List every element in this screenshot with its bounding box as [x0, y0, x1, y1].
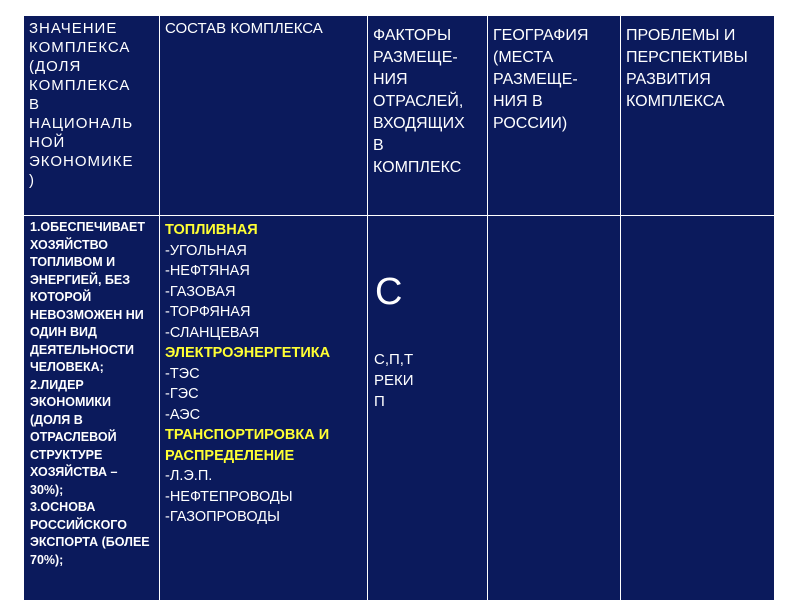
- problems-cell: [621, 216, 775, 600]
- composition-item: -НЕФТЯНАЯ: [165, 263, 250, 279]
- factors-letter: С: [375, 271, 403, 313]
- geography-cell: [488, 216, 621, 600]
- header-composition: СОСТАВ КОМПЛЕКСА: [165, 20, 323, 37]
- header-factors: ФАКТОРЫ РАЗМЕЩЕ- НИЯ ОТРАСЛЕЙ, ВХОДЯЩИХ В КОМПЛЕКС: [373, 27, 465, 176]
- header-problems: ПРОБЛЕМЫ И ПЕРСПЕКТИВЫ РАЗВИТИЯ КОМПЛЕКСА: [626, 27, 748, 110]
- composition-item: -Л.Э.П.: [165, 468, 213, 484]
- header-row: [24, 16, 775, 216]
- composition-item: -ТЭС: [165, 365, 200, 382]
- body-row: [24, 216, 775, 600]
- fuel-energy-complex-table: [23, 15, 775, 600]
- composition-section: ТОПЛИВНАЯ: [165, 222, 258, 238]
- composition-item: -СЛАНЦЕВАЯ: [165, 324, 260, 341]
- composition-section: ЭЛЕКТРОЭНЕРГЕТИКА: [165, 345, 331, 361]
- header-cell-factors: [368, 16, 488, 216]
- header-significance: ЗНАЧЕНИЕ КОМПЛЕКСА (ДОЛЯ КОМПЛЕКСА В НАЦИОНАЛЬ НОЙ ЭКОНОМИКЕ ): [29, 20, 134, 189]
- composition-item: -ГАЗОПРОВОДЫ: [165, 509, 280, 525]
- composition-item: -УГОЛЬНАЯ: [165, 242, 247, 259]
- composition-item: -АЭС: [165, 406, 201, 423]
- header-cell-significance: [24, 16, 160, 216]
- composition-section: ТРАНСПОРТИРОВКА И: [165, 427, 330, 443]
- factors-cell: [368, 216, 488, 600]
- composition-item: -ГЭС: [165, 386, 199, 402]
- factors-codes: С,П,Т РЕКИ П: [374, 351, 414, 410]
- composition-list: [165, 220, 362, 528]
- composition-section: РАСПРЕДЕЛЕНИЕ: [165, 447, 295, 464]
- header-geography: ГЕОГРАФИЯ (МЕСТА РАЗМЕЩЕ- НИЯ В РОССИИ): [493, 27, 589, 132]
- header-cell-composition: [160, 16, 368, 216]
- composition-item: -ГАЗОВАЯ: [165, 283, 236, 300]
- composition-cell: [160, 216, 368, 600]
- composition-item: -НЕФТЕПРОВОДЫ: [165, 488, 293, 505]
- composition-item: -ТОРФЯНАЯ: [165, 304, 251, 320]
- header-cell-geography: [488, 16, 621, 216]
- significance-cell: 1.ОБЕСПЕЧИВАЕТ ХОЗЯЙСТВО ТОПЛИВОМ И ЭНЕРГИЕЙ, БЕЗ КОТОРОЙ НЕВОЗМОЖЕН НИ ОДИН ВИД ДЕЯТЕЛЬНОСТИ ЧЕЛОВЕКА; 2.ЛИДЕР ЭКОНОМИКИ (ДОЛЯ В ОТРАСЛЕВОЙ СТРУКТУРЕ ХОЗЯЙСТВА – 30%); 3.ОСНОВА РОССИЙСКОГО ЭКСПОРТА (БОЛЕЕ 70%);: [24, 216, 160, 600]
- header-cell-problems: [621, 16, 775, 216]
